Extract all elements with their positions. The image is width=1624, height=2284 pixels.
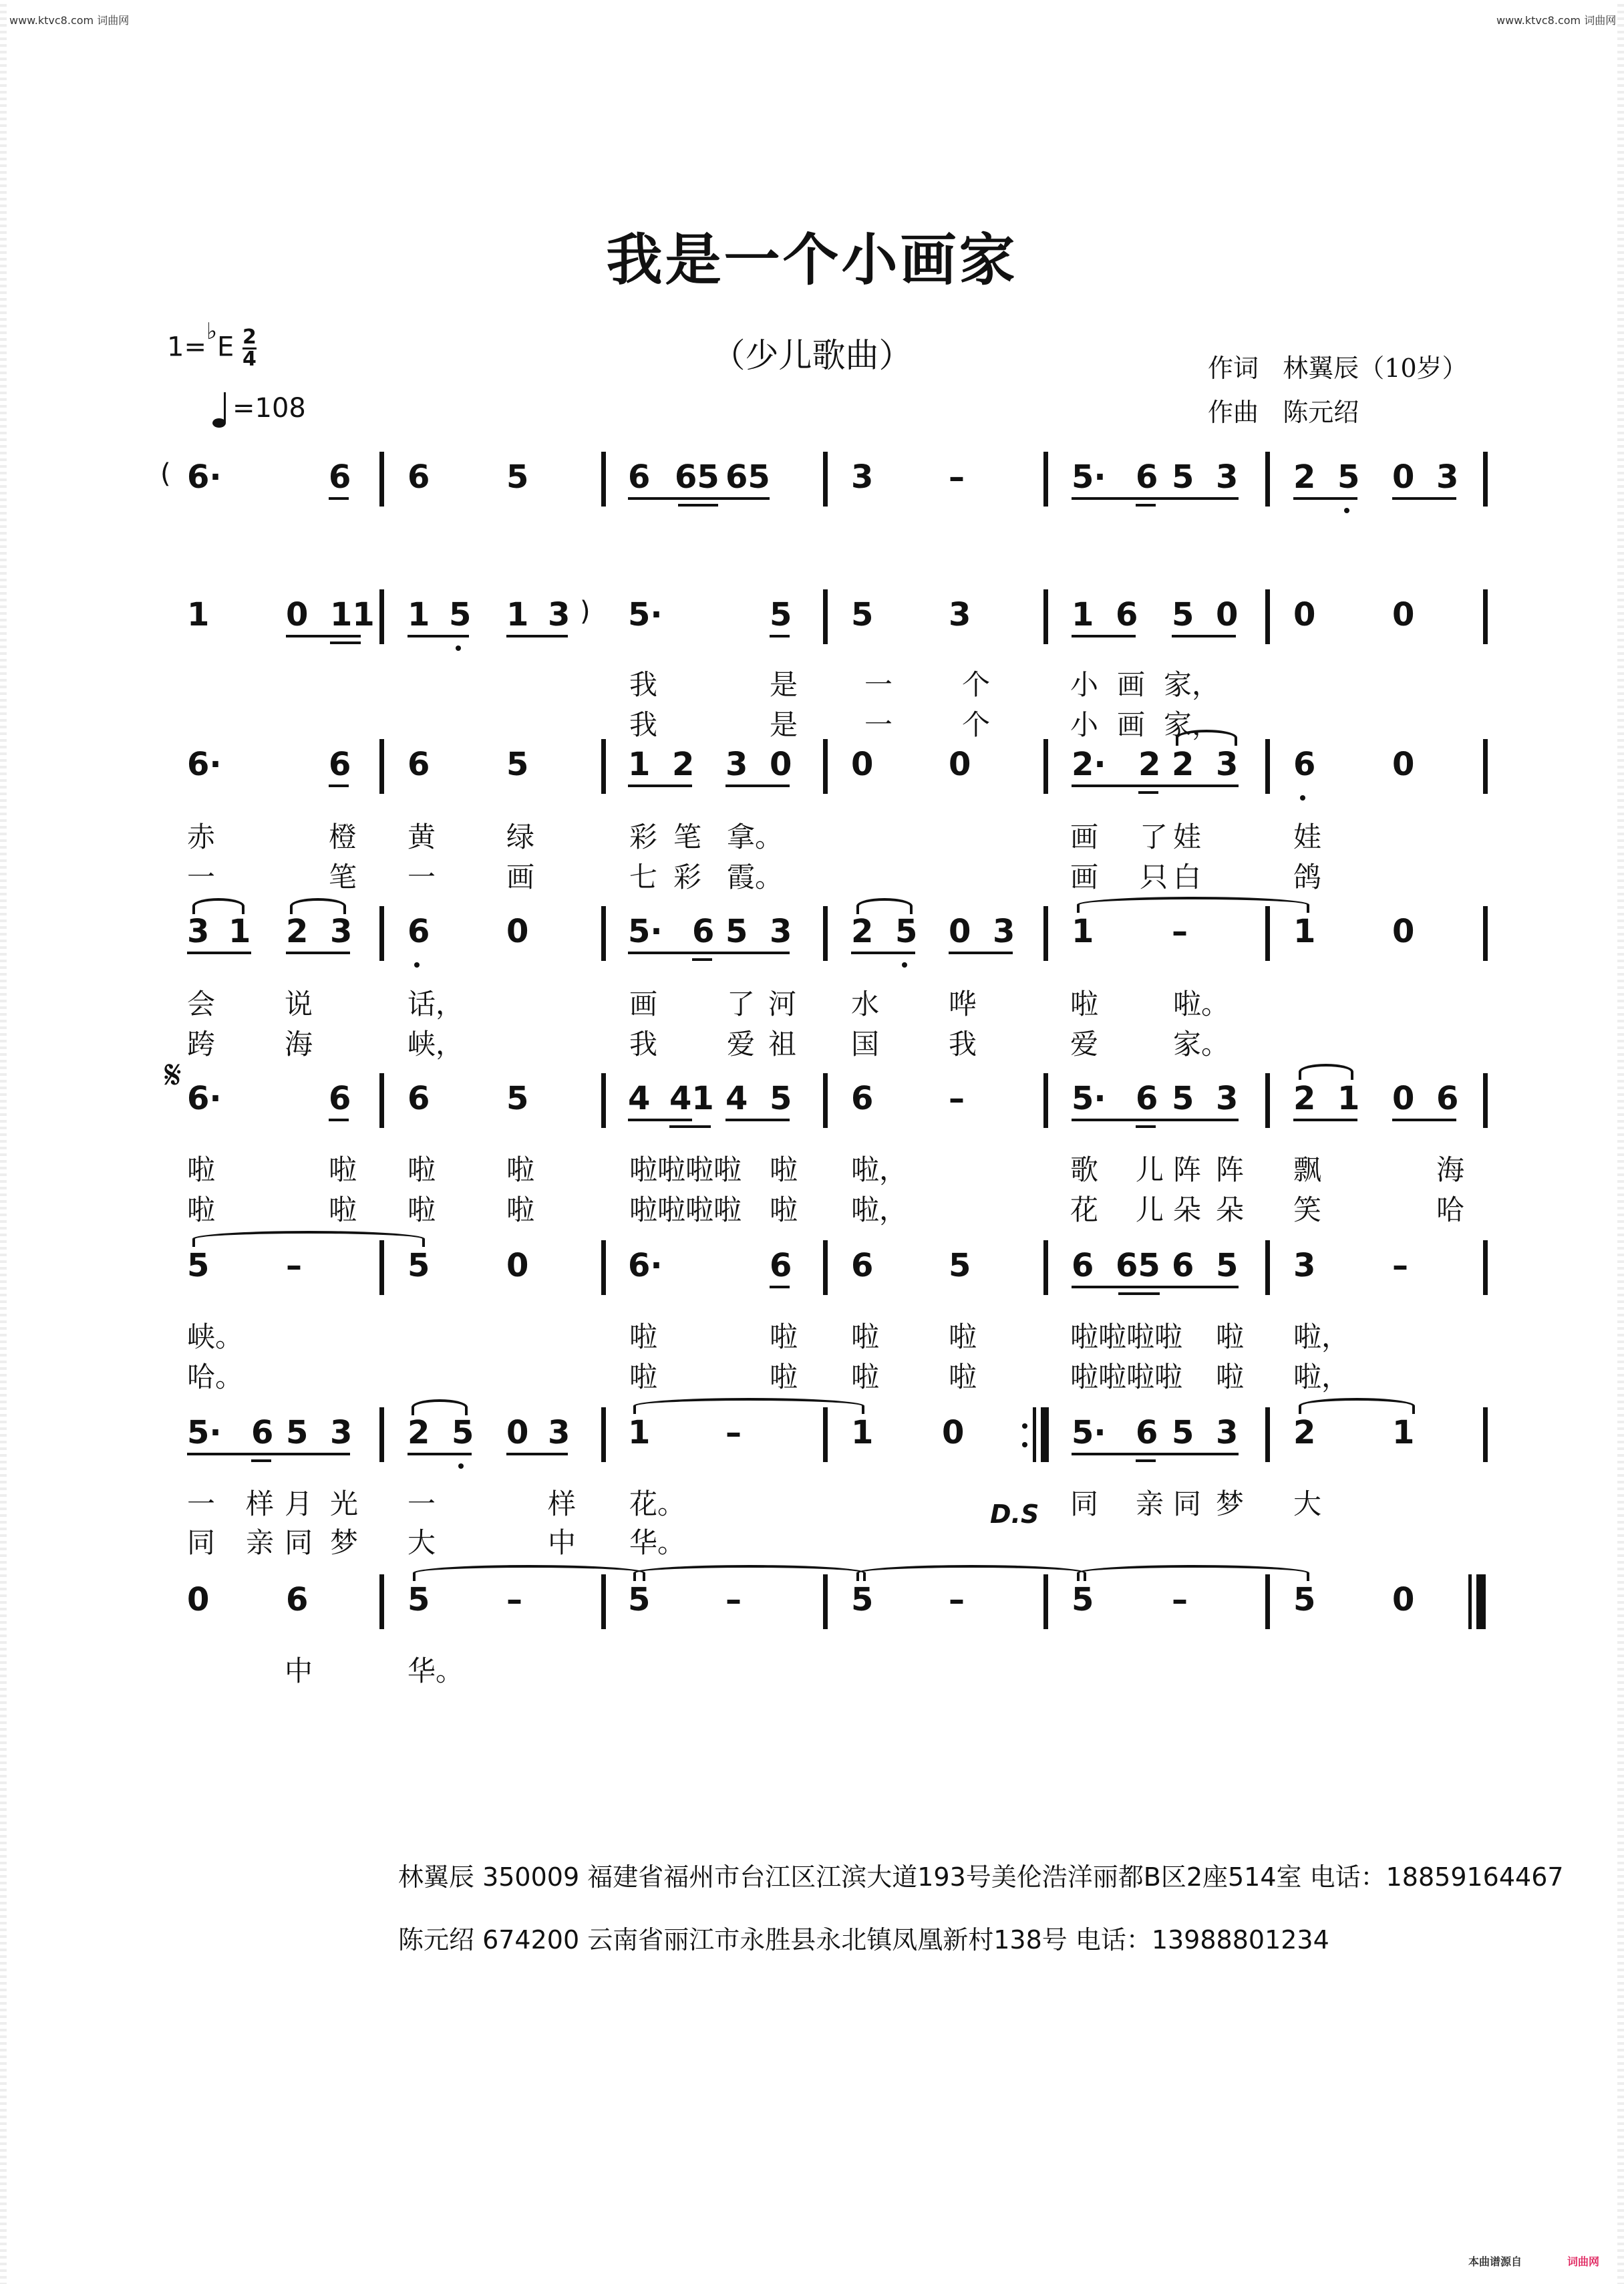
barline (601, 1407, 606, 1462)
note: 5 (725, 913, 748, 950)
note: 1 (1072, 913, 1094, 950)
note: 3 (330, 913, 353, 950)
underline (1172, 635, 1236, 637)
note: 6 (408, 1080, 430, 1117)
song-title: 我是一个小画家 (606, 227, 1018, 293)
note: – (725, 1581, 742, 1618)
note: 3 (187, 913, 210, 950)
barline (1468, 1574, 1472, 1629)
note: 2 (1293, 1080, 1316, 1117)
underline (678, 504, 718, 507)
score-row-6 (174, 1240, 1490, 1314)
underline (329, 784, 349, 787)
underline (628, 497, 770, 500)
barline (1265, 452, 1270, 507)
score-row-3 (174, 739, 1490, 813)
note: 3 (330, 1414, 353, 1451)
thick-barline (1041, 1407, 1049, 1462)
final-barline (1476, 1574, 1486, 1629)
barline (823, 739, 828, 794)
note: 6· (187, 746, 222, 783)
note: 6 (1116, 596, 1138, 633)
note: 0 (949, 746, 971, 783)
note: 5 (851, 596, 874, 633)
underline (692, 958, 712, 961)
note: 0 (1216, 596, 1239, 633)
tie (192, 1231, 425, 1247)
underline (1392, 1119, 1456, 1121)
note: 3 (548, 596, 571, 633)
note: – (286, 1247, 302, 1284)
footer-site-link[interactable]: 词曲网 (1567, 2255, 1600, 2268)
note: 2 (408, 1414, 430, 1451)
underline (1072, 635, 1136, 637)
tie (1077, 1565, 1309, 1581)
barline (1043, 1073, 1048, 1128)
underline (329, 497, 349, 500)
note: 6 (1072, 1247, 1094, 1284)
key-signature: $1=^♭E \frac{2}{4}$ (167, 317, 257, 371)
note: 0 (1392, 913, 1415, 950)
barline (1265, 739, 1270, 794)
note: 41 (669, 1080, 714, 1117)
underline (506, 635, 568, 637)
underline (1118, 1292, 1160, 1295)
underline (329, 1119, 349, 1121)
repeat-dot (1022, 1442, 1027, 1447)
header-left-site: www.ktvc8.com 词曲网 (9, 14, 130, 27)
lower-octave-dot (1300, 795, 1305, 801)
slur (856, 898, 913, 914)
note: 4 (725, 1080, 748, 1117)
barline (1265, 1407, 1270, 1462)
barline (1043, 906, 1048, 961)
note: 0 (1392, 596, 1415, 633)
slur (412, 1399, 468, 1415)
underline (1072, 1119, 1239, 1121)
barline (823, 906, 828, 961)
note: 6 (851, 1080, 874, 1117)
note: 6 (1436, 1080, 1459, 1117)
composer-credit: 作曲 陈元绍 (1208, 398, 1359, 427)
slur (1176, 730, 1237, 746)
barline (379, 1407, 384, 1462)
score-row-7 (174, 1407, 1490, 1481)
note: 0 (1392, 458, 1415, 496)
note: 1 (187, 596, 210, 633)
lower-octave-dot (456, 646, 461, 651)
note: 5 (449, 596, 472, 633)
note: 6· (187, 1080, 222, 1117)
underline (628, 952, 790, 954)
repeat-end-sign (1022, 1407, 1062, 1462)
underline (669, 1125, 711, 1128)
underline (506, 1453, 568, 1455)
note: 65 (1116, 1247, 1160, 1284)
note: 5 (506, 746, 529, 783)
underline (1392, 497, 1456, 500)
underline (725, 1119, 790, 1121)
note: 6 (1293, 746, 1316, 783)
note: 2 (1172, 746, 1194, 783)
note: 5 (1293, 1581, 1316, 1618)
note: 2 (851, 913, 874, 950)
slur (1299, 1398, 1415, 1414)
note: 3 (770, 913, 792, 950)
underline (330, 641, 361, 644)
note: 2 (672, 746, 695, 783)
note: 6 (1172, 1247, 1194, 1284)
barline (601, 1574, 606, 1629)
note: 3 (548, 1414, 571, 1451)
note: 6 (329, 458, 351, 496)
note: 5 (1172, 596, 1194, 633)
ds-mark: D.S (990, 1500, 1039, 1529)
note: 5 (408, 1247, 430, 1284)
note: 6 (329, 746, 351, 783)
barline (1483, 589, 1488, 644)
barline (1483, 739, 1488, 794)
note: 3 (949, 596, 971, 633)
note: – (949, 1581, 965, 1618)
note: – (1392, 1247, 1408, 1284)
note: 1 (1337, 1080, 1360, 1117)
note: 0 (1392, 1581, 1415, 1618)
note: 5 (408, 1581, 430, 1618)
barline (1043, 1574, 1048, 1629)
note: 0 (1392, 1080, 1415, 1117)
note: 0 (506, 1247, 529, 1284)
barline (601, 452, 606, 507)
note: 2· (1072, 746, 1106, 783)
note: 0 (506, 1414, 529, 1451)
note: 3 (1216, 458, 1239, 496)
barline (601, 739, 606, 794)
note: 4 (628, 1080, 651, 1117)
note: 6 (1136, 1414, 1158, 1451)
note: 5 (949, 1247, 971, 1284)
note: 65 (675, 458, 719, 496)
barline (379, 1073, 384, 1128)
underline (187, 1453, 350, 1455)
note: 5· (1072, 1080, 1106, 1117)
underline (770, 1286, 790, 1288)
underline (851, 952, 915, 954)
slur (290, 898, 346, 914)
note: 6· (187, 458, 222, 496)
barline (1483, 1240, 1488, 1295)
note: 1 (1072, 596, 1094, 633)
note: 5 (286, 1414, 309, 1451)
barline (1483, 1073, 1488, 1128)
tie (413, 1565, 645, 1581)
barline (1265, 1240, 1270, 1295)
underline (251, 1459, 271, 1462)
barline (1265, 1574, 1270, 1629)
tie (633, 1565, 866, 1581)
note: 6· (628, 1247, 663, 1284)
repeat-dot (1022, 1423, 1027, 1429)
barline (601, 906, 606, 961)
barline (1265, 1073, 1270, 1128)
note: 1 (1392, 1414, 1415, 1451)
barline (1033, 1407, 1036, 1462)
barline (823, 589, 828, 644)
tie (856, 1565, 1086, 1581)
note: 1 (628, 1414, 651, 1451)
note: 5 (1172, 1080, 1194, 1117)
note: 11 (330, 596, 375, 633)
note: 3 (1216, 746, 1239, 783)
note: – (949, 1080, 965, 1117)
note: 5 (1337, 458, 1360, 496)
tie (1077, 897, 1309, 913)
note: 6 (286, 1581, 309, 1618)
barline (823, 452, 828, 507)
note: 3 (1293, 1247, 1316, 1284)
note: 6 (329, 1080, 351, 1117)
barline (379, 739, 384, 794)
note: 1 (851, 1414, 874, 1451)
underline (1072, 1453, 1239, 1455)
note: – (506, 1581, 522, 1618)
lower-octave-dot (1344, 508, 1349, 513)
lower-octave-dot (902, 962, 907, 968)
note: 0 (949, 913, 971, 950)
open-paren: ( (160, 458, 171, 489)
note: 3 (1436, 458, 1459, 496)
underline (1136, 1125, 1156, 1128)
note: 3 (725, 746, 748, 783)
note: 1 (408, 596, 430, 633)
barline (379, 589, 384, 644)
note: 6 (628, 458, 651, 496)
underline (1072, 497, 1239, 500)
note: 6 (251, 1414, 274, 1451)
barline (1043, 452, 1048, 507)
time-bottom: 4 (242, 347, 257, 371)
note: 5 (628, 1581, 651, 1618)
note: 5 (1172, 1414, 1194, 1451)
note: 5 (187, 1247, 210, 1284)
note: 1 (628, 746, 651, 783)
note: 3 (993, 913, 1015, 950)
note: 5· (1072, 458, 1106, 496)
note: 65 (725, 458, 770, 496)
note: 2 (1293, 458, 1316, 496)
note: 3 (1216, 1414, 1239, 1451)
barline (823, 1240, 828, 1295)
underline (408, 635, 469, 637)
note: 5· (628, 596, 663, 633)
tempo-mark: =108 (212, 391, 306, 428)
note: 6 (770, 1247, 792, 1284)
note: – (1172, 1581, 1188, 1618)
underline (1072, 1286, 1239, 1288)
underline (1138, 791, 1158, 794)
lyricist-credit: 作词 林翼辰（10岁） (1208, 353, 1468, 383)
note: – (1172, 913, 1188, 950)
barline (1265, 589, 1270, 644)
note: 0 (770, 746, 792, 783)
score-row-4 (174, 906, 1490, 980)
time-top: 2 (242, 325, 257, 349)
barline (379, 906, 384, 961)
segno-icon: 𝄋 (164, 1052, 182, 1099)
barline (1043, 589, 1048, 644)
note: 2 (1293, 1414, 1316, 1451)
note: 5 (770, 1080, 792, 1117)
barline (1043, 1240, 1048, 1295)
note: 5· (628, 913, 663, 950)
note: 5· (1072, 1414, 1106, 1451)
slur (1299, 1064, 1353, 1080)
note: 5 (1172, 458, 1194, 496)
note: 0 (286, 596, 309, 633)
barline (1043, 739, 1048, 794)
score-row-5 (174, 1073, 1490, 1147)
contact-composer: 陈元绍 674200 云南省丽江市永胜县永北镇凤凰新村138号 电话：13988801234 (398, 1925, 1329, 1955)
note: – (725, 1414, 742, 1451)
note: 6 (1136, 458, 1158, 496)
note: 0 (851, 746, 874, 783)
note: 6 (1136, 1080, 1158, 1117)
underline (187, 952, 251, 954)
barline (601, 1073, 606, 1128)
note: 2 (1138, 746, 1161, 783)
note: 1 (228, 913, 251, 950)
note: 2 (286, 913, 309, 950)
note: 0 (1392, 746, 1415, 783)
score-row-1 (160, 452, 1490, 525)
note: 6 (408, 458, 430, 496)
header-right-site: www.ktvc8.com 词曲网 (1496, 14, 1617, 27)
note: 0 (506, 913, 529, 950)
note: 5 (895, 913, 918, 950)
note: 5 (506, 1080, 529, 1117)
note: 3 (1216, 1080, 1239, 1117)
barline (823, 1574, 828, 1629)
barline (1483, 452, 1488, 507)
score-row-2 (174, 589, 1490, 663)
contact-lyricist: 林翼辰 350009 福建省福州市台江区江滨大道193号美伦浩洋丽都B区2座514室 电话：18859164467 (398, 1862, 1564, 1892)
note: 5 (1072, 1581, 1094, 1618)
note: 6 (408, 746, 430, 783)
note: 6 (851, 1247, 874, 1284)
barline (823, 1407, 828, 1462)
note: 0 (942, 1414, 965, 1451)
note: 5 (506, 458, 529, 496)
barline (379, 1240, 384, 1295)
flat-icon: ♭ (206, 317, 218, 345)
note: – (949, 458, 965, 496)
underline (770, 635, 790, 637)
underline (949, 952, 1013, 954)
underline (286, 635, 361, 637)
song-subtitle: （少儿歌曲） (711, 336, 913, 375)
note: 3 (851, 458, 874, 496)
note: 1 (506, 596, 529, 633)
barline (379, 452, 384, 507)
score-row-8 (174, 1574, 1490, 1648)
barline (379, 1574, 384, 1629)
underline (1136, 1459, 1156, 1462)
note: 1 (1293, 913, 1316, 950)
underline (628, 784, 692, 787)
underline (725, 784, 790, 787)
tie (633, 1398, 864, 1414)
underline (1293, 497, 1357, 500)
note: 5 (770, 596, 792, 633)
lower-octave-dot (414, 962, 420, 968)
underline (1136, 504, 1156, 507)
note: 6 (408, 913, 430, 950)
note: 0 (1293, 596, 1316, 633)
underline (1072, 784, 1239, 787)
barline (823, 1073, 828, 1128)
slur (192, 898, 245, 914)
note: 5· (187, 1414, 222, 1451)
note: 0 (187, 1581, 210, 1618)
note: 5 (1216, 1247, 1239, 1284)
barline (1483, 1407, 1488, 1462)
lower-octave-dot (458, 1463, 464, 1469)
underline (408, 1453, 472, 1455)
footer-source-label: 本曲谱源自 (1468, 2255, 1522, 2268)
quarter-note-icon (212, 391, 232, 428)
underline (286, 952, 350, 954)
barline (601, 1240, 606, 1295)
note: 5 (452, 1414, 474, 1451)
underline (628, 1119, 692, 1121)
underline (1293, 1119, 1357, 1121)
close-paren: ) (580, 596, 591, 627)
note: 6 (692, 913, 715, 950)
barline (1483, 906, 1488, 961)
note: 5 (851, 1581, 874, 1618)
barline (1265, 906, 1270, 961)
